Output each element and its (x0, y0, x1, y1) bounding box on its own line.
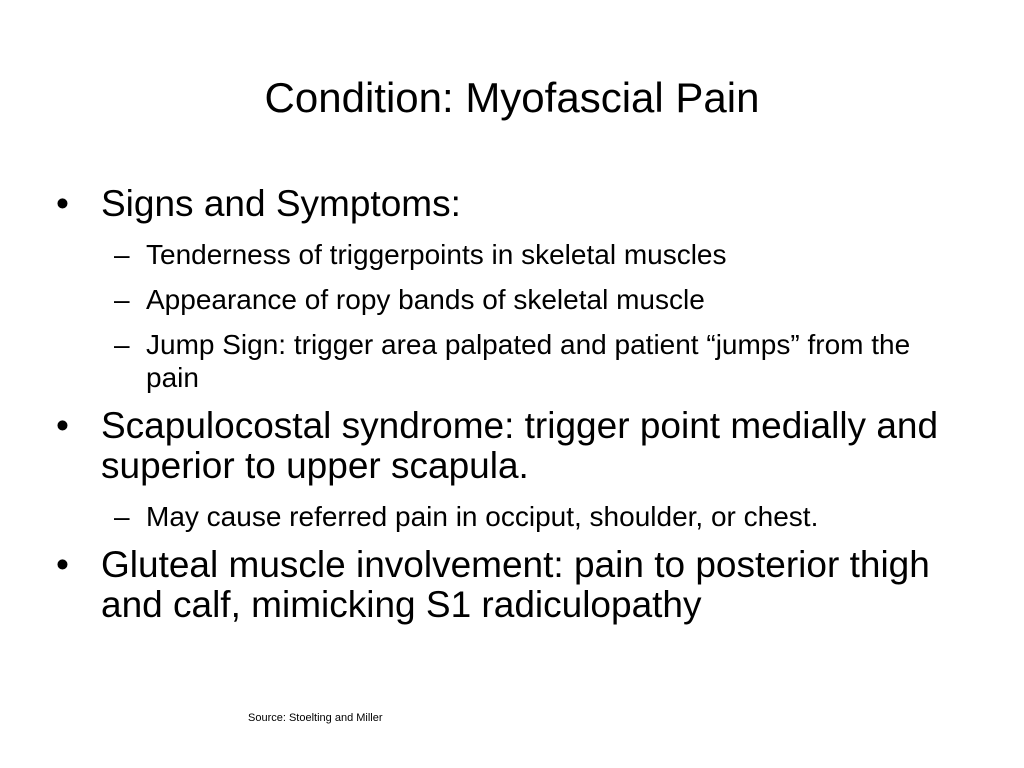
sub-item-text: May cause referred pain in occiput, shoulder, or chest. (146, 501, 819, 532)
bullet-icon: • (56, 405, 69, 446)
sub-item-text: Jump Sign: trigger area palpated and patient “jumps” from the pain (146, 329, 911, 393)
dash-icon: – (114, 501, 130, 532)
slide-body (54, 180, 954, 625)
bullet-text: Scapulocostal syndrome: trigger point medially and superior to upper scapula. (101, 405, 939, 486)
sub-item-tenderness (54, 238, 954, 271)
sub-item-referred-pain (54, 500, 954, 533)
bullet-item-scapulocostal (54, 406, 954, 486)
bullet-item-gluteal (54, 545, 954, 625)
bullet-text: Signs and Symptoms: (101, 183, 461, 224)
sub-item-text: Appearance of ropy bands of skeletal muscle (146, 284, 705, 315)
sub-item-text: Tenderness of triggerpoints in skeletal muscles (146, 239, 727, 270)
dash-icon: – (114, 239, 130, 270)
source-citation: Source: Stoelting and Miller (248, 712, 383, 724)
sub-item-ropy-bands (54, 283, 954, 316)
bullet-text: Gluteal muscle involvement: pain to posterior thigh and calf, mimicking S1 radiculopathy (101, 544, 930, 625)
dash-icon: – (114, 284, 130, 315)
bullet-icon: • (56, 544, 69, 585)
bullet-icon: • (56, 183, 69, 224)
dash-icon: – (114, 329, 130, 360)
bullet-item-signs-symptoms (54, 184, 954, 224)
sub-item-jump-sign (54, 328, 954, 394)
slide-title: Condition: Myofascial Pain (264, 74, 760, 121)
